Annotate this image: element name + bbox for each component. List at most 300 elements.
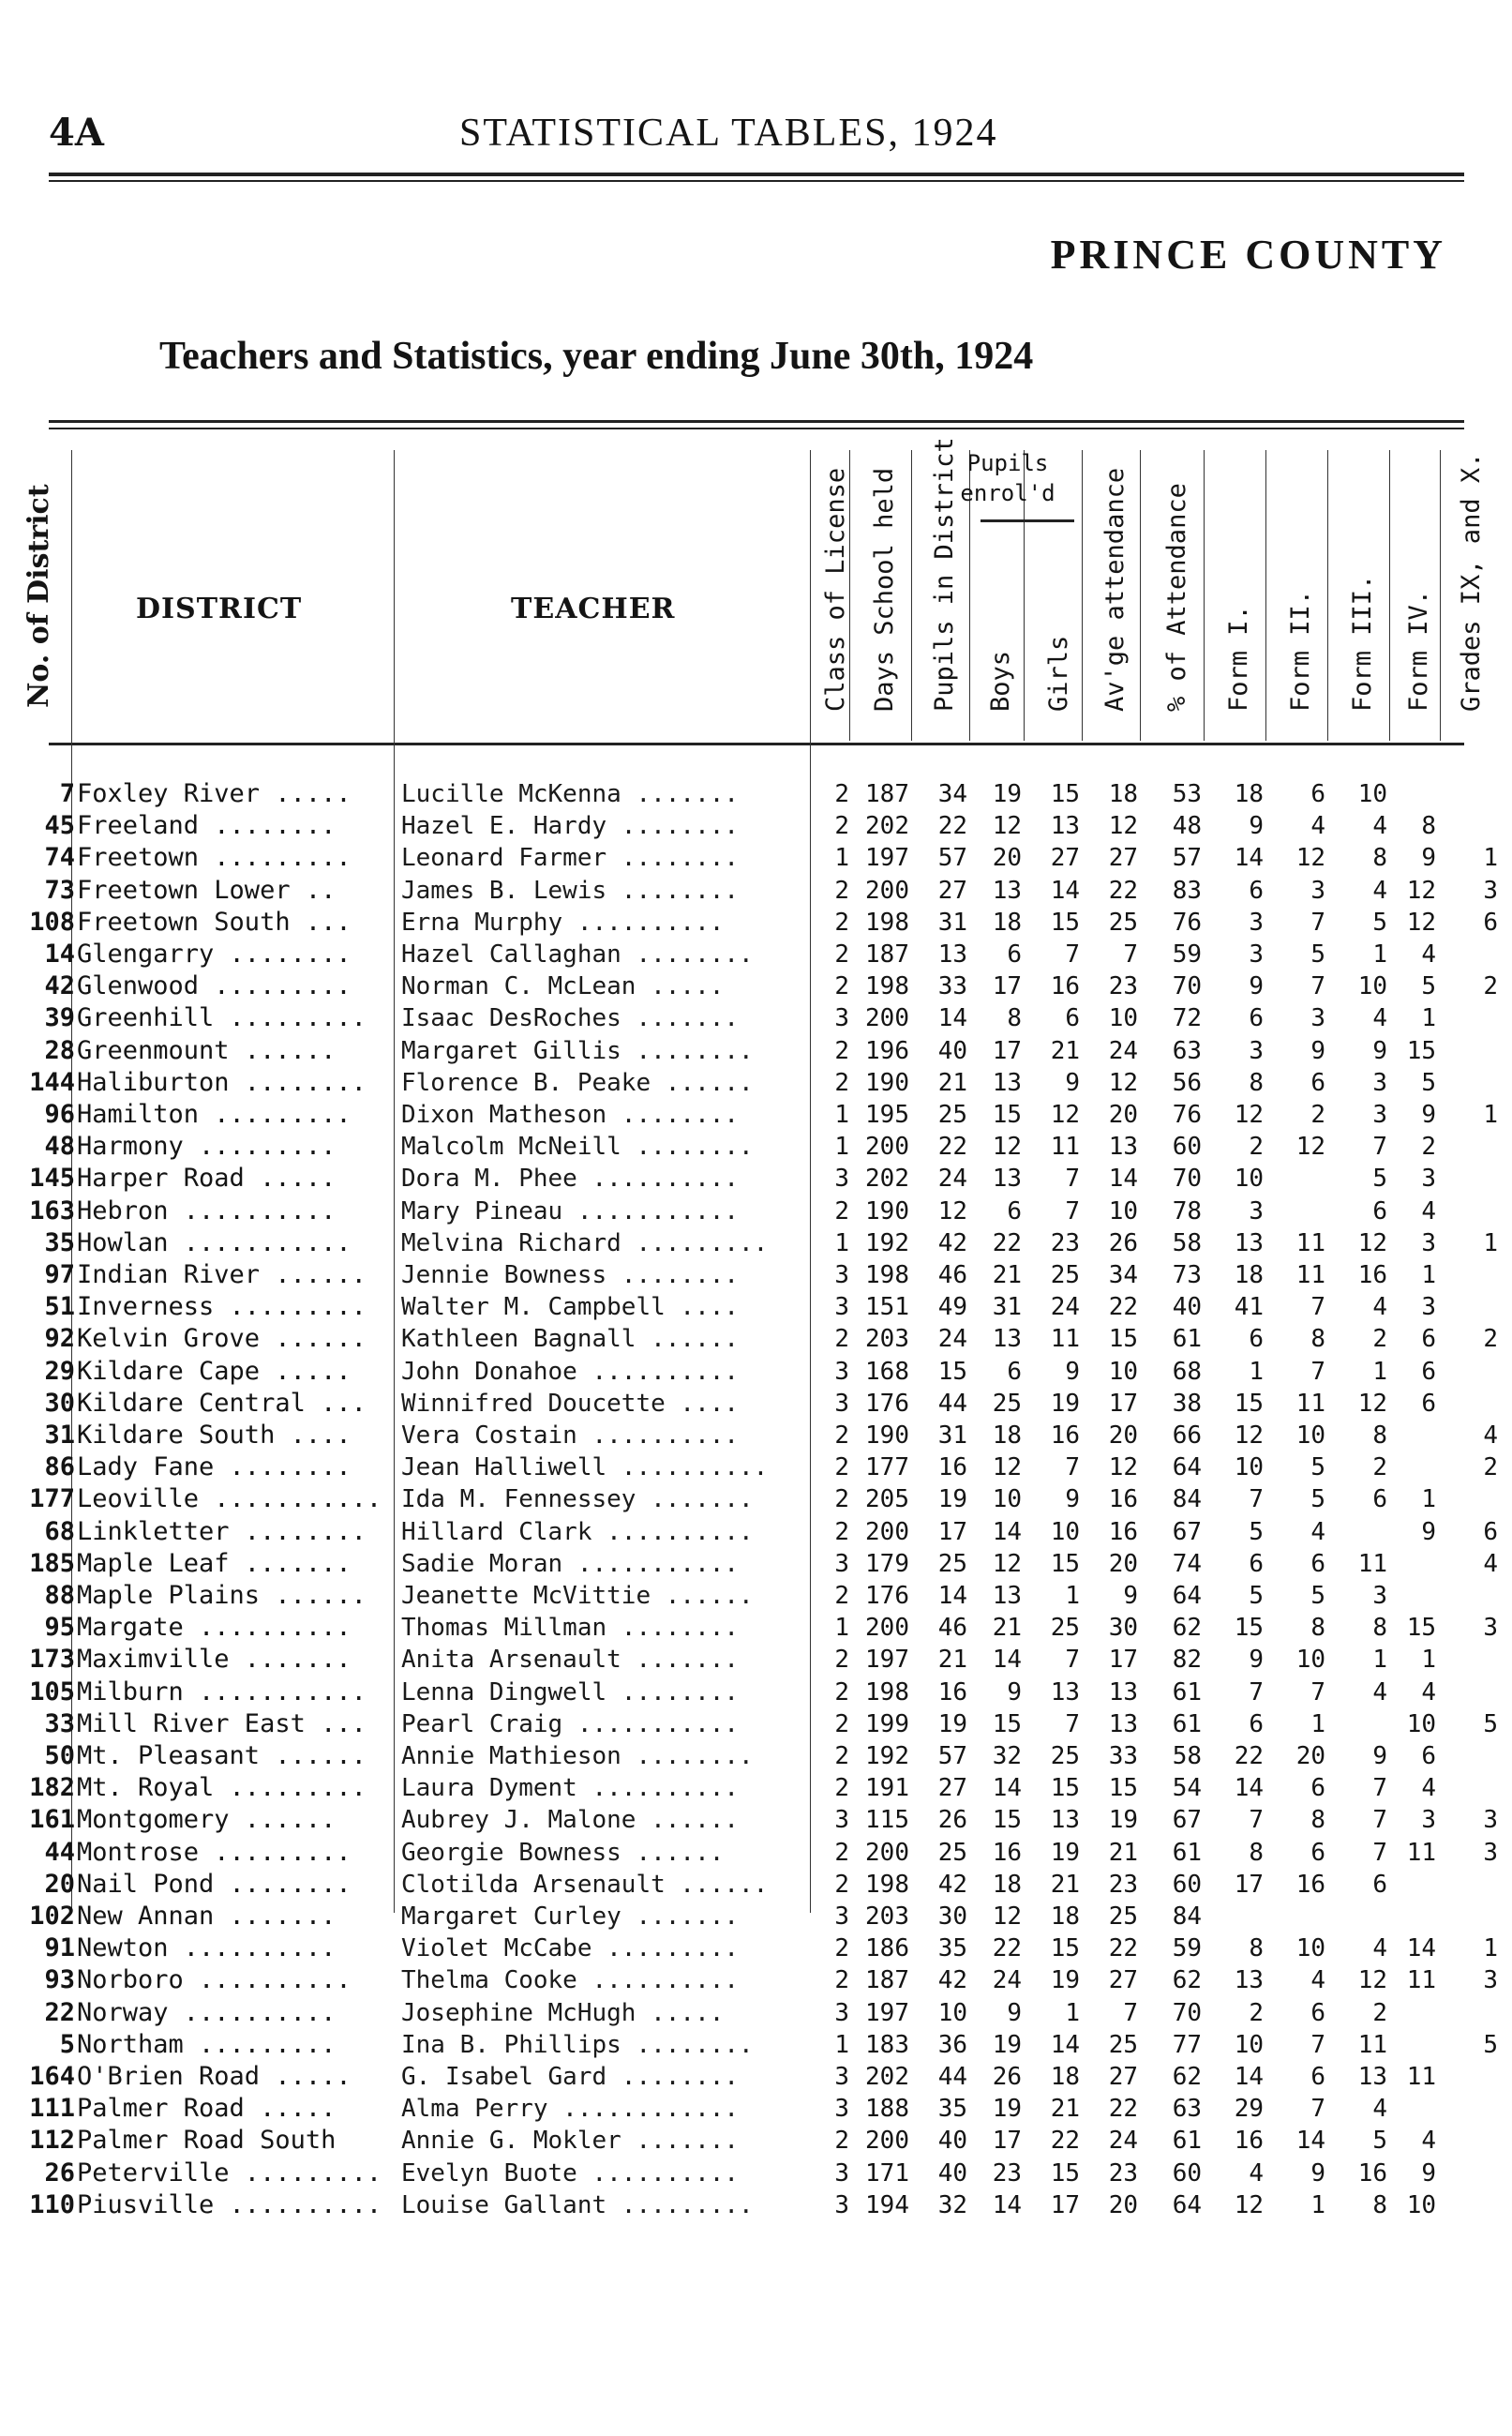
cell-pct-attendance: 70: [1172, 1165, 1202, 1194]
district-number: 68: [44, 1516, 75, 1546]
cell-form-1: 7: [1249, 1485, 1264, 1514]
cell-avg-attendance: 12: [1108, 812, 1138, 841]
cell-days-school-held: 186: [865, 1934, 909, 1963]
cell-girls: 22: [1050, 2127, 1080, 2156]
cell-form-3: 11: [1357, 1549, 1387, 1578]
cell-form-1: 3: [1249, 1196, 1264, 1226]
cell-pupils-in-district: 40: [937, 2127, 967, 2156]
cell-form-1: 12: [1234, 1101, 1264, 1129]
cell-boys: 9: [1007, 1677, 1022, 1707]
district-name: Freetown Lower ..: [77, 875, 337, 905]
teacher-name: Margaret Curley .......: [401, 1902, 740, 1931]
table-row: [0, 1932, 1512, 1964]
cell-boys: 8: [1007, 1004, 1022, 1033]
cell-class-of-license: 3: [834, 1806, 849, 1835]
cell-pupils-in-district: 57: [937, 1742, 967, 1770]
cell-girls: 18: [1050, 1902, 1080, 1931]
cell-pupils-in-district: 40: [937, 1036, 967, 1065]
cell-boys: 13: [992, 1068, 1022, 1097]
cell-boys: 31: [992, 1293, 1022, 1322]
cell-class-of-license: 2: [834, 1068, 849, 1097]
cell-pct-attendance: 40: [1172, 1293, 1202, 1322]
table-row: [0, 2061, 1512, 2093]
cell-form-1: 16: [1234, 2127, 1264, 2156]
cell-boys: 19: [992, 780, 1022, 808]
district-name: Mt. Royal .........: [77, 1773, 367, 1803]
cell-boys: 12: [992, 1133, 1022, 1162]
teacher-name: Lucille McKenna .......: [401, 780, 740, 808]
district-number: 163: [29, 1195, 75, 1226]
cell-avg-attendance: 10: [1108, 1357, 1138, 1386]
district-number: 86: [44, 1452, 75, 1482]
cell-class-of-license: 1: [834, 844, 849, 873]
cell-girls: 7: [1065, 940, 1080, 969]
district-name: Palmer Road .....: [77, 2094, 337, 2124]
cell-pct-attendance: 78: [1172, 1196, 1202, 1226]
cell-form-4: 4: [1421, 1677, 1436, 1707]
cell-form-1: 29: [1234, 2095, 1264, 2124]
cell-boys: 12: [992, 1453, 1022, 1482]
cell-days-school-held: 200: [865, 1838, 909, 1867]
table-row: [0, 1420, 1512, 1451]
cell-form-4: 3: [1421, 1806, 1436, 1835]
cell-form-3: 7: [1372, 1774, 1387, 1803]
district-number: 105: [29, 1677, 75, 1707]
teacher-name: Leonard Farmer ........: [401, 844, 740, 873]
cell-form-1: 14: [1234, 1774, 1264, 1803]
district-name: Newton ..........: [77, 1933, 337, 1963]
district-number: 33: [44, 1708, 75, 1738]
cell-days-school-held: 205: [865, 1485, 909, 1514]
cell-class-of-license: 3: [834, 2158, 849, 2188]
cell-form-2: 1: [1310, 2190, 1325, 2219]
table-row: [0, 1997, 1512, 2029]
district-number: 110: [29, 2189, 75, 2219]
cell-pct-attendance: 82: [1172, 1646, 1202, 1675]
header-class-of-license: Class of License: [821, 467, 850, 712]
cell-girls: 15: [1050, 2158, 1080, 2188]
cell-grades-9-10: 2: [1483, 972, 1498, 1001]
district-number: 30: [44, 1388, 75, 1418]
cell-boys: 15: [992, 1806, 1022, 1835]
cell-girls: 7: [1065, 1646, 1080, 1675]
header-grades-9-10: Grades IX, and X.: [1457, 452, 1486, 712]
cell-class-of-license: 3: [834, 1004, 849, 1033]
district-name: Glenwood .........: [77, 971, 352, 1001]
table-row: [0, 1099, 1512, 1131]
cell-class-of-license: 3: [834, 1165, 849, 1194]
cell-girls: 24: [1050, 1293, 1080, 1322]
cell-avg-attendance: 20: [1108, 2190, 1138, 2219]
cell-class-of-license: 2: [834, 812, 849, 841]
cell-boys: 13: [992, 1325, 1022, 1354]
cell-form-4: 8: [1421, 812, 1436, 841]
district-name: O'Brien Road .....: [77, 2062, 352, 2091]
cell-boys: 18: [992, 1421, 1022, 1450]
district-number: 97: [44, 1260, 75, 1289]
cell-days-school-held: 190: [865, 1068, 909, 1097]
teacher-name: Louise Gallant .........: [401, 2190, 754, 2219]
teacher-name: Violet McCabe .........: [401, 1934, 740, 1963]
cell-days-school-held: 202: [865, 812, 909, 841]
cell-class-of-license: 2: [834, 1709, 849, 1738]
teacher-name: Dora M. Phee ..........: [401, 1165, 740, 1194]
cell-avg-attendance: 23: [1108, 1870, 1138, 1899]
cell-pct-attendance: 56: [1172, 1068, 1202, 1097]
district-name: Lady Fane ........: [77, 1452, 352, 1482]
cell-pct-attendance: 54: [1172, 1774, 1202, 1803]
cell-class-of-license: 3: [834, 1293, 849, 1322]
table-row: [0, 1837, 1512, 1869]
cell-boys: 19: [992, 2095, 1022, 2124]
cell-form-4: 5: [1421, 972, 1436, 1001]
cell-class-of-license: 2: [834, 1325, 849, 1354]
cell-form-2: 7: [1310, 972, 1325, 1001]
cell-boys: 14: [992, 1774, 1022, 1803]
cell-form-3: 4: [1372, 2095, 1387, 2124]
cell-form-3: 6: [1372, 1196, 1387, 1226]
cell-form-2: 12: [1295, 844, 1325, 873]
cell-form-4: 3: [1421, 1293, 1436, 1322]
district-name: Foxley River .....: [77, 779, 352, 808]
cell-form-1: 7: [1249, 1806, 1264, 1835]
cell-pupils-in-district: 31: [937, 1421, 967, 1450]
cell-boys: 6: [1007, 1196, 1022, 1226]
district-name: Norboro ..........: [77, 1965, 352, 1995]
cell-class-of-license: 2: [834, 1485, 849, 1514]
district-number: 102: [29, 1902, 75, 1931]
cell-form-4: 3: [1421, 1165, 1436, 1194]
cell-class-of-license: 3: [834, 1389, 849, 1418]
cell-avg-attendance: 25: [1108, 1902, 1138, 1931]
cell-class-of-license: 2: [834, 2127, 849, 2156]
cell-class-of-license: 2: [834, 1517, 849, 1546]
cell-class-of-license: 2: [834, 1870, 849, 1899]
district-number: 48: [44, 1132, 75, 1162]
cell-pct-attendance: 61: [1172, 1838, 1202, 1867]
table-row: [0, 1131, 1512, 1163]
cell-avg-attendance: 17: [1108, 1646, 1138, 1675]
cell-days-school-held: 202: [865, 1165, 909, 1194]
cell-girls: 21: [1050, 1870, 1080, 1899]
cell-pupils-in-district: 14: [937, 1582, 967, 1610]
district-number: 177: [29, 1484, 75, 1514]
cell-days-school-held: 197: [865, 844, 909, 873]
cell-pct-attendance: 72: [1172, 1004, 1202, 1033]
cell-pupils-in-district: 21: [937, 1646, 967, 1675]
cell-pupils-in-district: 35: [937, 1934, 967, 1963]
cell-pct-attendance: 60: [1172, 1133, 1202, 1162]
cell-pct-attendance: 76: [1172, 908, 1202, 937]
cell-boys: 18: [992, 1870, 1022, 1899]
cell-form-4: 10: [1406, 2190, 1436, 2219]
cell-days-school-held: 199: [865, 1709, 909, 1738]
cell-grades-9-10: 3: [1483, 1966, 1498, 1995]
cell-class-of-license: 2: [834, 972, 849, 1001]
cell-days-school-held: 190: [865, 1196, 909, 1226]
header-form-4: Form IV.: [1404, 589, 1433, 712]
cell-form-3: 4: [1372, 1004, 1387, 1033]
header-no-of-district: No. of District: [22, 484, 55, 708]
district-name: Hamilton .........: [77, 1100, 352, 1129]
cell-boys: 12: [992, 812, 1022, 841]
cell-form-4: 14: [1406, 1934, 1436, 1963]
cell-pct-attendance: 62: [1172, 2063, 1202, 2091]
cell-class-of-license: 1: [834, 1614, 849, 1643]
district-name: Maple Leaf .......: [77, 1548, 352, 1578]
cell-boys: 25: [992, 1389, 1022, 1418]
district-number: 35: [44, 1227, 75, 1257]
cell-boys: 21: [992, 1614, 1022, 1643]
cell-form-1: 5: [1249, 1582, 1264, 1610]
cell-girls: 15: [1050, 1549, 1080, 1578]
header-form-2: Form II.: [1286, 589, 1315, 712]
district-number: 29: [44, 1356, 75, 1386]
cell-avg-attendance: 25: [1108, 2030, 1138, 2059]
table-row: [0, 1483, 1512, 1515]
cell-form-4: 6: [1421, 1357, 1436, 1386]
teacher-name: Annie G. Mokler .......: [401, 2127, 740, 2156]
cell-days-school-held: 192: [865, 1228, 909, 1257]
cell-days-school-held: 198: [865, 1261, 909, 1289]
cell-pct-attendance: 57: [1172, 844, 1202, 873]
cell-boys: 12: [992, 1902, 1022, 1931]
cell-days-school-held: 200: [865, 1004, 909, 1033]
district-name: Haliburton ........: [77, 1067, 367, 1097]
cell-girls: 21: [1050, 2095, 1080, 2124]
district-number: 108: [29, 907, 75, 937]
cell-pct-attendance: 70: [1172, 1998, 1202, 2027]
cell-pct-attendance: 62: [1172, 1966, 1202, 1995]
table-row: [0, 1356, 1512, 1388]
cell-pupils-in-district: 31: [937, 908, 967, 937]
cell-avg-attendance: 16: [1108, 1485, 1138, 1514]
cell-grades-9-10: 4: [1483, 1421, 1498, 1450]
cell-form-1: 14: [1234, 2063, 1264, 2091]
cell-girls: 14: [1050, 876, 1080, 905]
cell-avg-attendance: 7: [1123, 1998, 1138, 2027]
cell-class-of-license: 2: [834, 1774, 849, 1803]
cell-boys: 26: [992, 2063, 1022, 2091]
cell-form-1: 6: [1249, 1549, 1264, 1578]
teacher-name: Malcolm McNeill ........: [401, 1133, 754, 1162]
running-title: STATISTICAL TABLES, 1924: [459, 112, 998, 155]
cell-pupils-in-district: 22: [937, 812, 967, 841]
cell-avg-attendance: 22: [1108, 2095, 1138, 2124]
cell-class-of-license: 2: [834, 1838, 849, 1867]
cell-class-of-license: 2: [834, 1453, 849, 1482]
table-top-rule: [49, 420, 1464, 423]
cell-class-of-license: 2: [834, 1646, 849, 1675]
cell-form-4: 12: [1406, 908, 1436, 937]
cell-class-of-license: 2: [834, 940, 849, 969]
cell-pupils-in-district: 19: [937, 1485, 967, 1514]
cell-form-3: 12: [1357, 1389, 1387, 1418]
teacher-name: Norman C. McLean .....: [401, 972, 725, 1001]
table-row: [0, 1644, 1512, 1676]
cell-form-1: 8: [1249, 1838, 1264, 1867]
cell-avg-attendance: 22: [1108, 1293, 1138, 1322]
cell-avg-attendance: 13: [1108, 1677, 1138, 1707]
cell-form-2: 7: [1310, 2030, 1325, 2059]
district-number: 161: [29, 1805, 75, 1835]
cell-avg-attendance: 22: [1108, 876, 1138, 905]
cell-pupils-in-district: 27: [937, 876, 967, 905]
cell-form-1: 9: [1249, 972, 1264, 1001]
district-number: 20: [44, 1869, 75, 1899]
cell-avg-attendance: 24: [1108, 1036, 1138, 1065]
cell-form-1: 3: [1249, 940, 1264, 969]
cell-girls: 11: [1050, 1325, 1080, 1354]
teacher-name: Jeanette McVittie ......: [401, 1582, 754, 1610]
cell-boys: 13: [992, 1165, 1022, 1194]
cell-class-of-license: 2: [834, 1421, 849, 1450]
table-row: [0, 1163, 1512, 1195]
cell-form-2: 6: [1310, 1774, 1325, 1803]
district-number: 31: [44, 1421, 75, 1450]
cell-pupils-in-district: 36: [937, 2030, 967, 2059]
cell-boys: 20: [992, 844, 1022, 873]
cell-form-2: 14: [1295, 2127, 1325, 2156]
header-avg-attendance: Av'ge attendance: [1100, 467, 1130, 712]
cell-girls: 13: [1050, 812, 1080, 841]
cell-boys: 12: [992, 1549, 1022, 1578]
table-row: [0, 1195, 1512, 1227]
cell-form-1: 8: [1249, 1934, 1264, 1963]
table-row: [0, 1451, 1512, 1483]
cell-grades-9-10: 4: [1483, 1549, 1498, 1578]
table-row: [0, 1323, 1512, 1355]
cell-avg-attendance: 25: [1108, 908, 1138, 937]
cell-form-3: 4: [1372, 876, 1387, 905]
table-row: [0, 1388, 1512, 1420]
table-row: [0, 1708, 1512, 1740]
cell-grades-9-10: 3: [1483, 1806, 1498, 1835]
cell-class-of-license: 2: [834, 876, 849, 905]
cell-class-of-license: 3: [834, 1549, 849, 1578]
cell-form-1: 13: [1234, 1228, 1264, 1257]
cell-form-3: 3: [1372, 1582, 1387, 1610]
teacher-name: Dixon Matheson ........: [401, 1101, 740, 1129]
cell-pct-attendance: 59: [1172, 940, 1202, 969]
teacher-name: G. Isabel Gard ........: [401, 2063, 740, 2091]
cell-pupils-in-district: 44: [937, 1389, 967, 1418]
cell-class-of-license: 3: [834, 2190, 849, 2219]
district-name: Peterville .........: [77, 2158, 382, 2188]
cell-class-of-license: 3: [834, 1261, 849, 1289]
cell-form-1: 17: [1234, 1870, 1264, 1899]
teacher-name: Hazel Callaghan ........: [401, 940, 754, 969]
district-name: Harper Road .....: [77, 1164, 337, 1194]
cell-pupils-in-district: 30: [937, 1902, 967, 1931]
cell-pupils-in-district: 34: [937, 780, 967, 808]
district-number: 185: [29, 1548, 75, 1578]
cell-days-school-held: 115: [865, 1806, 909, 1835]
cell-form-4: 9: [1421, 844, 1436, 873]
cell-days-school-held: 176: [865, 1389, 909, 1418]
cell-form-3: 2: [1372, 1453, 1387, 1482]
cell-girls: 11: [1050, 1133, 1080, 1162]
district-name: Norway ..........: [77, 1997, 337, 2027]
table-row: [0, 1677, 1512, 1708]
district-number: 164: [29, 2062, 75, 2091]
district-name: Glengarry ........: [77, 940, 352, 969]
cell-form-1: 3: [1249, 1036, 1264, 1065]
cell-days-school-held: 200: [865, 1133, 909, 1162]
district-name: Milburn ...........: [77, 1677, 367, 1707]
cell-form-1: 15: [1234, 1614, 1264, 1643]
cell-pupils-in-district: 35: [937, 2095, 967, 2124]
table-row: [0, 1548, 1512, 1580]
cell-pct-attendance: 84: [1172, 1485, 1202, 1514]
header-bottom-rule: [49, 743, 1464, 745]
cell-days-school-held: 187: [865, 1966, 909, 1995]
cell-days-school-held: 196: [865, 1036, 909, 1065]
table-row: [0, 1067, 1512, 1099]
cell-form-1: 6: [1249, 876, 1264, 905]
cell-girls: 15: [1050, 1934, 1080, 1963]
cell-pupils-in-district: 21: [937, 1068, 967, 1097]
cell-grades-9-10: 2: [1483, 1325, 1498, 1354]
header-days-school-held: Days School held: [870, 467, 899, 712]
cell-girls: 18: [1050, 2063, 1080, 2091]
cell-form-3: 3: [1372, 1068, 1387, 1097]
cell-days-school-held: 198: [865, 1677, 909, 1707]
cell-girls: 9: [1065, 1068, 1080, 1097]
cell-form-2: 7: [1310, 2095, 1325, 2124]
cell-days-school-held: 197: [865, 1646, 909, 1675]
district-name: Greenmount ......: [77, 1035, 337, 1065]
cell-pupils-in-district: 16: [937, 1677, 967, 1707]
cell-avg-attendance: 27: [1108, 1966, 1138, 1995]
cell-girls: 10: [1050, 1517, 1080, 1546]
cell-form-2: 6: [1310, 780, 1325, 808]
table-row: [0, 1612, 1512, 1644]
cell-grades-9-10: 6: [1483, 908, 1498, 937]
cell-class-of-license: 3: [834, 1357, 849, 1386]
district-name: Mill River East ...: [77, 1708, 367, 1738]
district-name: Indian River ......: [77, 1260, 367, 1289]
cell-girls: 19: [1050, 1966, 1080, 1995]
cell-pupils-in-district: 49: [937, 1293, 967, 1322]
cell-class-of-license: 2: [834, 908, 849, 937]
cell-form-2: 4: [1310, 1517, 1325, 1546]
cell-boys: 9: [1007, 1998, 1022, 2027]
cell-boys: 14: [992, 1646, 1022, 1675]
cell-form-1: 9: [1249, 1646, 1264, 1675]
cell-avg-attendance: 26: [1108, 1228, 1138, 1257]
cell-form-4: 6: [1421, 1325, 1436, 1354]
cell-class-of-license: 1: [834, 1228, 849, 1257]
cell-boys: 17: [992, 2127, 1022, 2156]
table-row: [0, 1901, 1512, 1932]
cell-avg-attendance: 20: [1108, 1101, 1138, 1129]
teacher-name: Winnifred Doucette ....: [401, 1389, 740, 1418]
cell-pct-attendance: 58: [1172, 1228, 1202, 1257]
cell-boys: 14: [992, 1517, 1022, 1546]
cell-form-3: 11: [1357, 2030, 1387, 2059]
cell-days-school-held: 188: [865, 2095, 909, 2124]
cell-girls: 25: [1050, 1742, 1080, 1770]
table-row: [0, 1035, 1512, 1067]
cell-form-3: 7: [1372, 1806, 1387, 1835]
cell-pupils-in-district: 25: [937, 1101, 967, 1129]
teacher-name: Isaac DesRoches .......: [401, 1004, 740, 1033]
cell-boys: 15: [992, 1101, 1022, 1129]
cell-pct-attendance: 73: [1172, 1261, 1202, 1289]
cell-class-of-license: 2: [834, 780, 849, 808]
cell-form-2: 4: [1310, 1966, 1325, 1995]
